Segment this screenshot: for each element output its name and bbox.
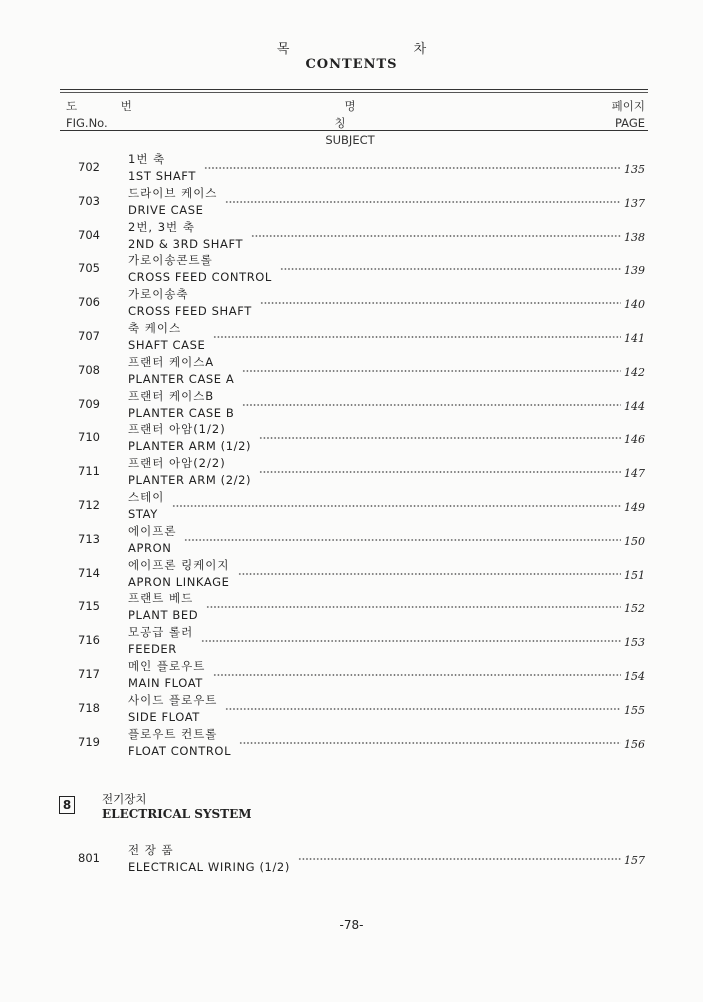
toc-entry[interactable] <box>0 557 703 591</box>
subject-english: PLANTER CASE B <box>128 405 235 420</box>
page-ref: 157 <box>624 854 645 867</box>
fig-number: 801 <box>78 851 100 865</box>
page-ref: 149 <box>624 501 645 514</box>
entry-subject <box>128 726 231 759</box>
leader-dots <box>184 537 621 543</box>
leader-dots <box>238 571 621 577</box>
toc-entry[interactable] <box>0 320 703 354</box>
page-ref: 150 <box>624 534 645 548</box>
section-title-en: ELECTRICAL SYSTEM <box>102 807 252 821</box>
subject-english: PLANTER CASE A <box>128 371 235 386</box>
page-ref: 151 <box>624 568 645 582</box>
page-ref: 154 <box>624 670 645 683</box>
toc-entry[interactable] <box>0 421 703 455</box>
entry-subject <box>128 557 230 590</box>
entry-subject <box>128 842 290 875</box>
header-page <box>612 98 645 132</box>
leader-dots <box>280 266 621 272</box>
header-subject <box>310 98 390 149</box>
subject-english: 1ST SHAFT <box>128 169 196 183</box>
title-english: CONTENTS <box>305 57 398 72</box>
subject-korean: 에이프론 링케이지 <box>128 557 230 572</box>
page-ref: 156 <box>624 737 645 751</box>
fig-number: 713 <box>78 531 100 546</box>
leader-dots <box>206 604 621 610</box>
leader-dots <box>260 300 621 306</box>
leader-dots <box>259 435 621 441</box>
toc-entry[interactable] <box>0 658 703 692</box>
entry-subject <box>128 185 217 218</box>
leader-dots <box>225 706 621 712</box>
leader-dots <box>225 199 621 205</box>
toc-entry[interactable] <box>0 726 703 760</box>
subject-korean: 드라이브 케이스 <box>128 185 218 200</box>
leader-dots <box>201 638 621 644</box>
section-title-kr: 전기장치 <box>102 792 147 806</box>
page-ref: 142 <box>624 365 645 379</box>
entry-subject <box>128 219 243 252</box>
page-number: -78- <box>339 918 364 932</box>
leader-dots <box>242 368 621 374</box>
subject-english: SIDE FLOAT <box>128 709 200 724</box>
toc-entry[interactable] <box>0 151 703 185</box>
subject-korean: 에이프론 <box>128 523 177 538</box>
entry-subject <box>128 320 205 353</box>
subject-korean: 프랜터 아암(1/2) <box>128 422 226 437</box>
entry-subject <box>128 455 251 488</box>
subject-english: 2ND & 3RD SHAFT <box>128 236 244 251</box>
subject-korean: 축 케이스 <box>128 321 182 335</box>
fig-number: 703 <box>78 193 100 208</box>
subject-korean: 전 장 품 <box>128 843 174 857</box>
fig-number: 704 <box>78 227 100 242</box>
entry-subject <box>128 286 252 319</box>
entry-subject <box>128 523 176 556</box>
page-ref: 139 <box>624 264 645 278</box>
toc-entry[interactable] <box>0 624 703 658</box>
page-ref: 147 <box>624 467 645 481</box>
entry-subject <box>128 151 196 184</box>
page-ref: 146 <box>624 433 645 447</box>
header-fig-no <box>66 98 152 132</box>
header-rule-top <box>60 89 648 90</box>
entry-subject <box>128 624 193 657</box>
entry-subject <box>128 489 164 522</box>
subject-english: CROSS FEED CONTROL <box>128 270 272 285</box>
entry-subject <box>128 590 198 623</box>
fig-number: 718 <box>78 700 100 715</box>
toc-entry[interactable] <box>0 388 703 422</box>
subject-korean: 프랜트 베드 <box>128 591 194 606</box>
entry-subject <box>128 658 205 691</box>
page-ref: 155 <box>624 703 645 717</box>
fig-number: 719 <box>78 734 100 749</box>
subject-english: CROSS FEED SHAFT <box>128 304 252 319</box>
fig-number: 716 <box>78 633 100 648</box>
fig-number: 711 <box>78 464 100 479</box>
subject-english: STAY <box>128 507 158 521</box>
subject-english: MAIN FLOAT <box>128 676 203 690</box>
subject-korean: 2번, 3번 축 <box>128 219 195 234</box>
entry-subject <box>128 421 251 454</box>
subject-english: APRON LINKAGE <box>128 574 230 589</box>
subject-korean: 모공급 롤러 <box>128 625 194 640</box>
header-fig-en: FIG.No. <box>66 116 108 130</box>
fig-number: 715 <box>78 599 100 614</box>
leader-dots <box>204 165 621 171</box>
header-fig-kr: 도 번 <box>66 99 152 113</box>
subject-english: FEEDER <box>128 642 177 657</box>
subject-korean: 스테이 <box>128 490 165 504</box>
entry-subject <box>128 388 234 421</box>
subject-korean: 1번 축 <box>128 152 166 166</box>
page-ref: 138 <box>624 230 645 244</box>
toc-entry[interactable] <box>0 354 703 388</box>
subject-english: PLANTER ARM (1/2) <box>128 439 252 454</box>
toc-entry[interactable] <box>0 286 703 320</box>
toc-entry[interactable] <box>0 252 703 286</box>
subject-korean: 가로이송콘트롤 <box>128 253 213 268</box>
subject-korean: 사이드 플로우트 <box>128 692 218 707</box>
toc-entry[interactable] <box>0 455 703 489</box>
subject-english: DRIVE CASE <box>128 202 204 217</box>
fig-number: 706 <box>78 295 100 310</box>
fig-number: 712 <box>78 498 100 512</box>
subject-korean: 플로우트 컨트롤 <box>128 726 218 741</box>
subject-korean: 메인 플로우트 <box>128 659 206 673</box>
fig-number: 717 <box>78 667 100 681</box>
subject-english: ELECTRICAL WIRING (1/2) <box>128 860 290 874</box>
toc-entry[interactable] <box>0 185 703 219</box>
header-rule-top-inner <box>60 92 648 93</box>
toc-entry[interactable] <box>0 590 703 624</box>
leader-dots <box>259 469 621 475</box>
toc-entry[interactable] <box>0 219 703 253</box>
page-ref: 141 <box>624 332 645 345</box>
header-page-en: PAGE <box>614 116 645 130</box>
subject-english: PLANTER ARM (2/2) <box>128 473 252 488</box>
title-korean: 목 차 <box>276 42 487 57</box>
leader-dots <box>242 402 621 408</box>
fig-number: 714 <box>78 565 100 580</box>
header-page-kr: 페이지 <box>611 99 645 113</box>
page-ref: 152 <box>624 602 645 616</box>
subject-korean: 프랜터 케이스A <box>128 354 215 369</box>
fig-number: 710 <box>78 430 100 445</box>
page-ref: 144 <box>624 399 645 413</box>
entry-subject <box>128 252 272 285</box>
subject-english: APRON <box>128 540 172 555</box>
header-subject-en: SUBJECT <box>325 133 375 147</box>
toc-entry[interactable] <box>0 489 703 523</box>
leader-dots <box>213 672 621 678</box>
leader-dots <box>298 856 621 862</box>
leader-dots <box>239 740 621 746</box>
subject-korean: 가로이송축 <box>128 287 189 302</box>
page-ref: 137 <box>624 196 645 210</box>
page-ref: 153 <box>624 636 645 650</box>
subject-korean: 프랜터 케이스B <box>128 388 215 403</box>
page-ref: 135 <box>624 163 645 176</box>
subject-english: FLOAT CONTROL <box>128 743 232 758</box>
entry-subject <box>128 354 234 387</box>
toc-entry[interactable] <box>0 523 703 557</box>
leader-dots <box>213 334 621 340</box>
subject-korean: 프랜터 아암(2/2) <box>128 456 226 471</box>
fig-number: 709 <box>78 396 100 411</box>
fig-number: 705 <box>78 261 100 276</box>
fig-number: 702 <box>78 160 100 174</box>
fig-number: 707 <box>78 329 100 343</box>
header-subject-kr: 명 칭 <box>334 99 376 130</box>
header-rule-bottom <box>60 130 648 131</box>
section-title <box>102 792 252 822</box>
leader-dots <box>172 503 621 509</box>
fig-number: 708 <box>78 362 100 377</box>
leader-dots <box>251 233 621 239</box>
subject-english: SHAFT CASE <box>128 338 206 352</box>
page-ref: 140 <box>624 298 645 312</box>
entry-subject <box>128 692 217 725</box>
subject-english: PLANT BED <box>128 608 199 623</box>
toc-entry[interactable] <box>0 842 703 876</box>
toc-entry[interactable] <box>0 692 703 726</box>
section-number-box: 8 <box>59 796 75 814</box>
